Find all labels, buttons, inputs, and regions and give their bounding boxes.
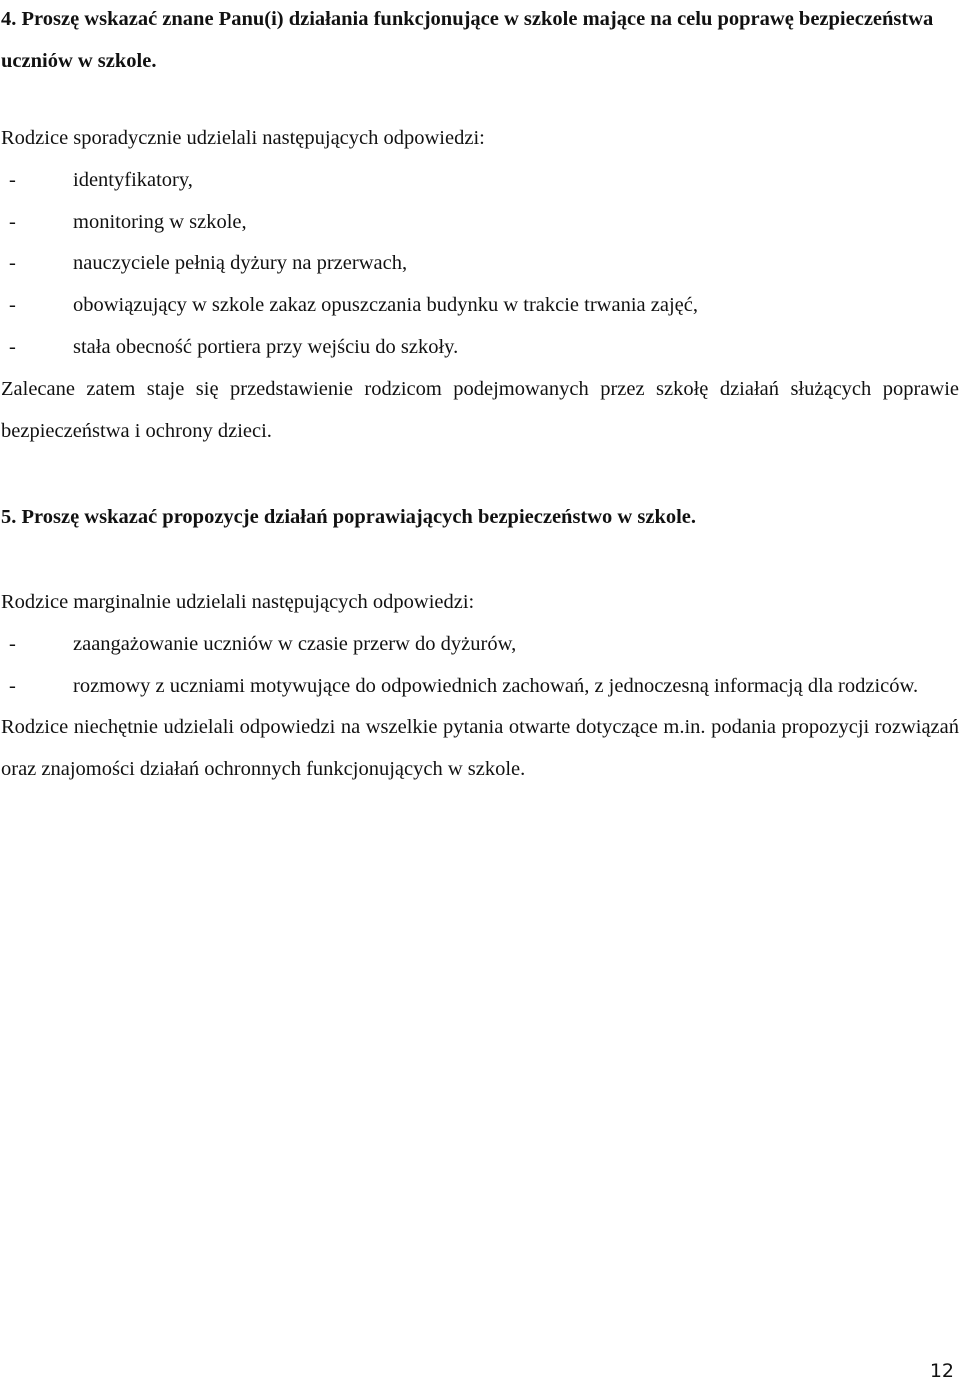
question-4-conclusion: Zalecane zatem staje się przedstawienie rodzicom podejmowanych przez szkołę działań służących poprawie bezpieczeństwa i ochrony dzieci. xyxy=(1,377,959,442)
list-item xyxy=(1,624,959,666)
question-5-intro: Rodzice marginalnie udzielali następujących odpowiedzi: xyxy=(1,591,475,613)
dash-marker: - xyxy=(9,294,16,317)
list-item xyxy=(1,202,959,244)
list-item-text: rozmowy z uczniami motywujące do odpowiednich zachowań, z jednoczesną informacją dla rodziców. xyxy=(73,674,919,697)
list-item xyxy=(1,666,959,708)
list-item-text: stała obecność portiera przy wejściu do szkoły. xyxy=(73,335,459,358)
list-item xyxy=(1,160,959,202)
list-item-text: zaangażowanie uczniów w czasie przerw do dyżurów, xyxy=(73,632,517,655)
list-item xyxy=(1,243,959,285)
question-4-heading: 4. Proszę wskazać znane Panu(i) działania funkcjonujące w szkole mające na celu poprawę bezpieczeństwa uczniów w szkole. xyxy=(1,8,934,72)
list-item-text: identyfikatory, xyxy=(73,168,193,191)
question-4-answer-list xyxy=(1,160,959,369)
list-item-text: nauczyciele pełnią dyżury na przerwach, xyxy=(73,252,408,275)
dash-marker: - xyxy=(9,632,16,655)
question-4-intro: Rodzice sporadycznie udzielali następujących odpowiedzi: xyxy=(1,127,485,149)
list-item xyxy=(1,285,959,327)
question-5-heading: 5. Proszę wskazać propozycje działań poprawiających bezpieczeństwo w szkole. xyxy=(1,506,697,528)
dash-marker: - xyxy=(9,252,16,275)
question-5-conclusion: Rodzice niechętnie udzielali odpowiedzi na wszelkie pytania otwarte dotyczące m.in. podania propozycji rozwiązań oraz znajomości działań ochronnych funkcjonujących w szkole. xyxy=(1,716,959,781)
dash-marker: - xyxy=(9,210,16,233)
dash-marker: - xyxy=(9,168,16,191)
dash-marker: - xyxy=(9,335,16,358)
question-5-answer-list xyxy=(1,624,959,708)
list-item-text: monitoring w szkole, xyxy=(73,210,247,233)
list-item-text: obowiązujący w szkole zakaz opuszczania budynku w trakcie trwania zajęć, xyxy=(73,294,698,317)
page-number: 12 xyxy=(929,1360,954,1382)
question-4-answers xyxy=(1,118,959,452)
dash-marker: - xyxy=(9,674,16,697)
list-item xyxy=(1,327,959,369)
question-5-answers xyxy=(1,582,959,791)
